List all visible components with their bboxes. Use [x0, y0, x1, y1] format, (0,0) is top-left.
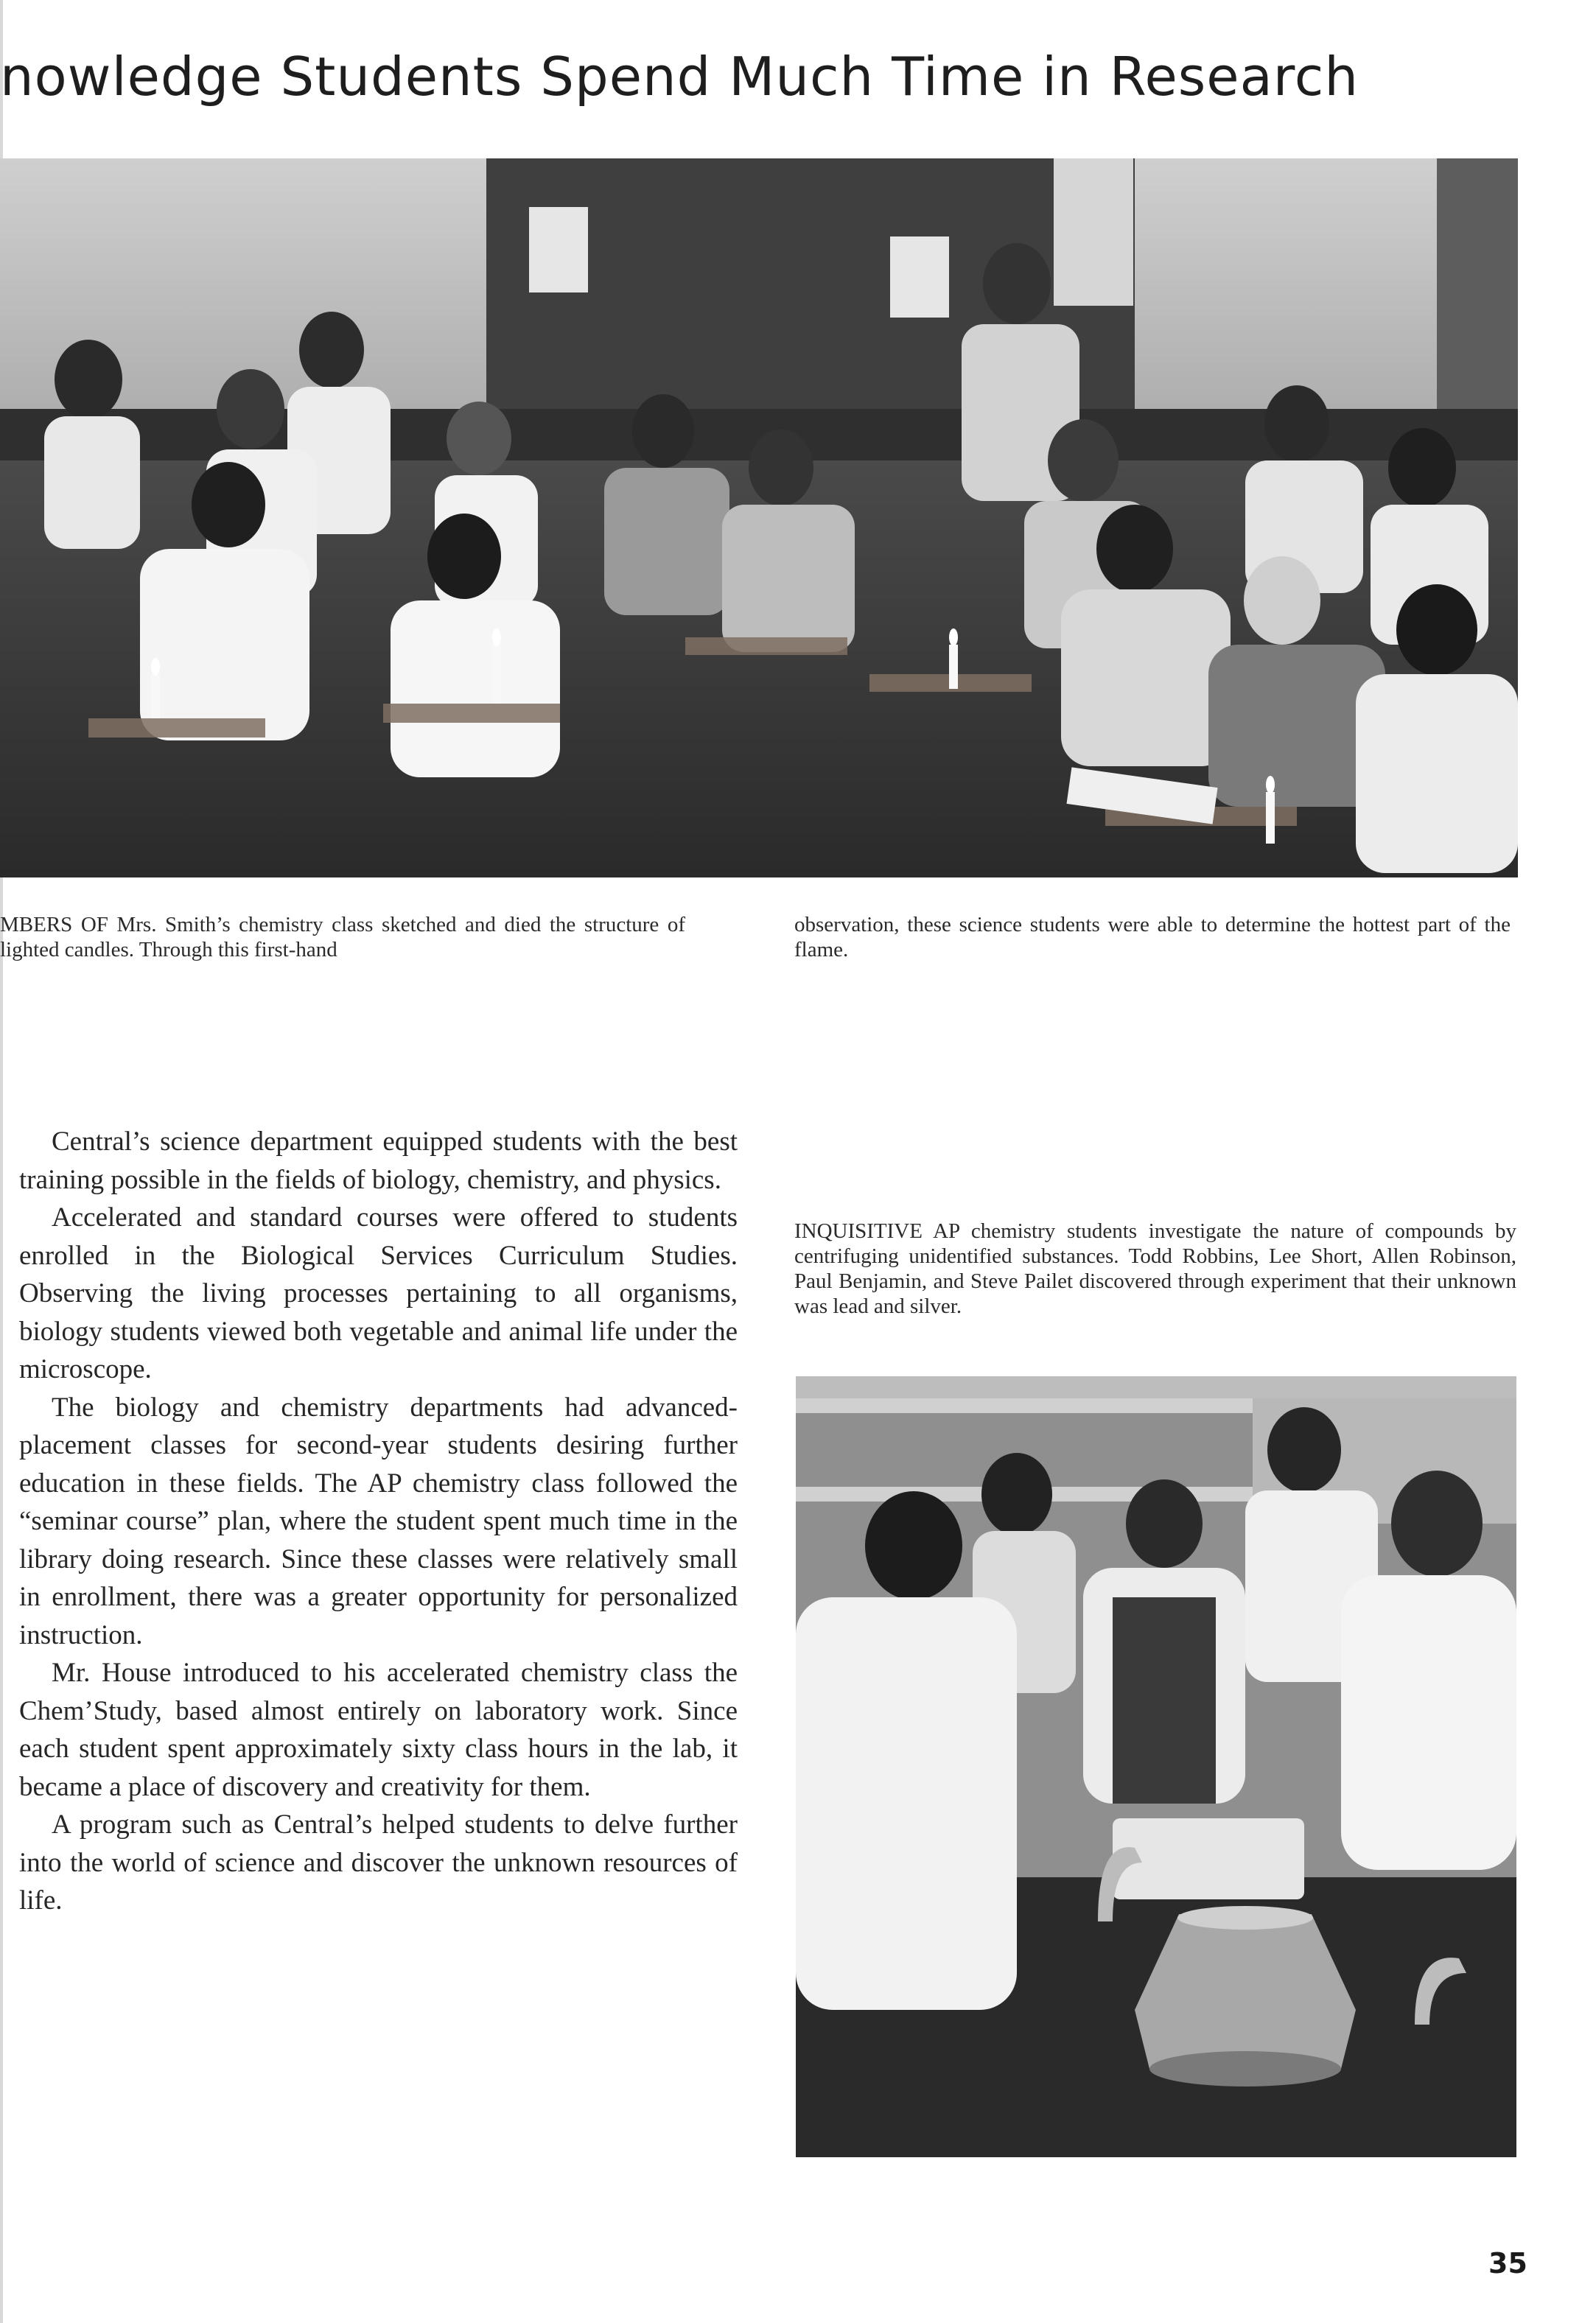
article-paragraph: Mr. House introduced to his accelerated chemistry class the Chem’Study, based almost entirely on laboratory work. Since each student spent approximately sixty class hours in the lab, it became a place of discovery and creativity for them. [19, 1658, 738, 1802]
photo-caption-left: MBERS OF Mrs. Smith’s chemistry class sketched and died the structure of lighted candles. Through this first-hand [0, 913, 685, 961]
classroom-photo [0, 158, 1518, 877]
article-paragraph: A program such as Central’s helped students to delve further into the world of science and discover the unknown resources of life. [19, 1809, 738, 1916]
article-paragraph: Central’s science department equipped students with the best training possible in the fields of biology, chemistry, and physics. [19, 1127, 738, 1195]
laboratory-photo [796, 1376, 1516, 2157]
lab-photo-caption: INQUISITIVE AP chemistry students investigate the nature of compounds by centrifuging unidentified substances. Todd Robbins, Lee Short, Allen Robinson, Paul Benjamin, and Steve Pailet discovered through experiment that their unknown was lead and silver. [794, 1219, 1516, 1318]
article-paragraph: Accelerated and standard courses were offered to students enrolled in the Biological Services Curriculum Studies. Observing the living processes pertaining to all organisms, biology students viewed both vegetable and animal life under the microscope. [19, 1202, 738, 1384]
page-headline: nowledge Students Spend Much Time in Research [0, 46, 1359, 108]
page-number: 35 [1488, 2247, 1527, 2280]
article-paragraph: The biology and chemistry departments had advanced-placement classes for second-year students desiring further education in these fields. The AP chemistry class followed the “seminar course” plan, where the student spent much time in the library doing research. Since these classes were relatively small in enrollment, there was a greater opportunity for personalized instruction. [19, 1392, 738, 1650]
photo-caption-right: observation, these science students were able to determine the hottest part of the flame. [794, 913, 1511, 961]
article-body [19, 1123, 738, 1920]
